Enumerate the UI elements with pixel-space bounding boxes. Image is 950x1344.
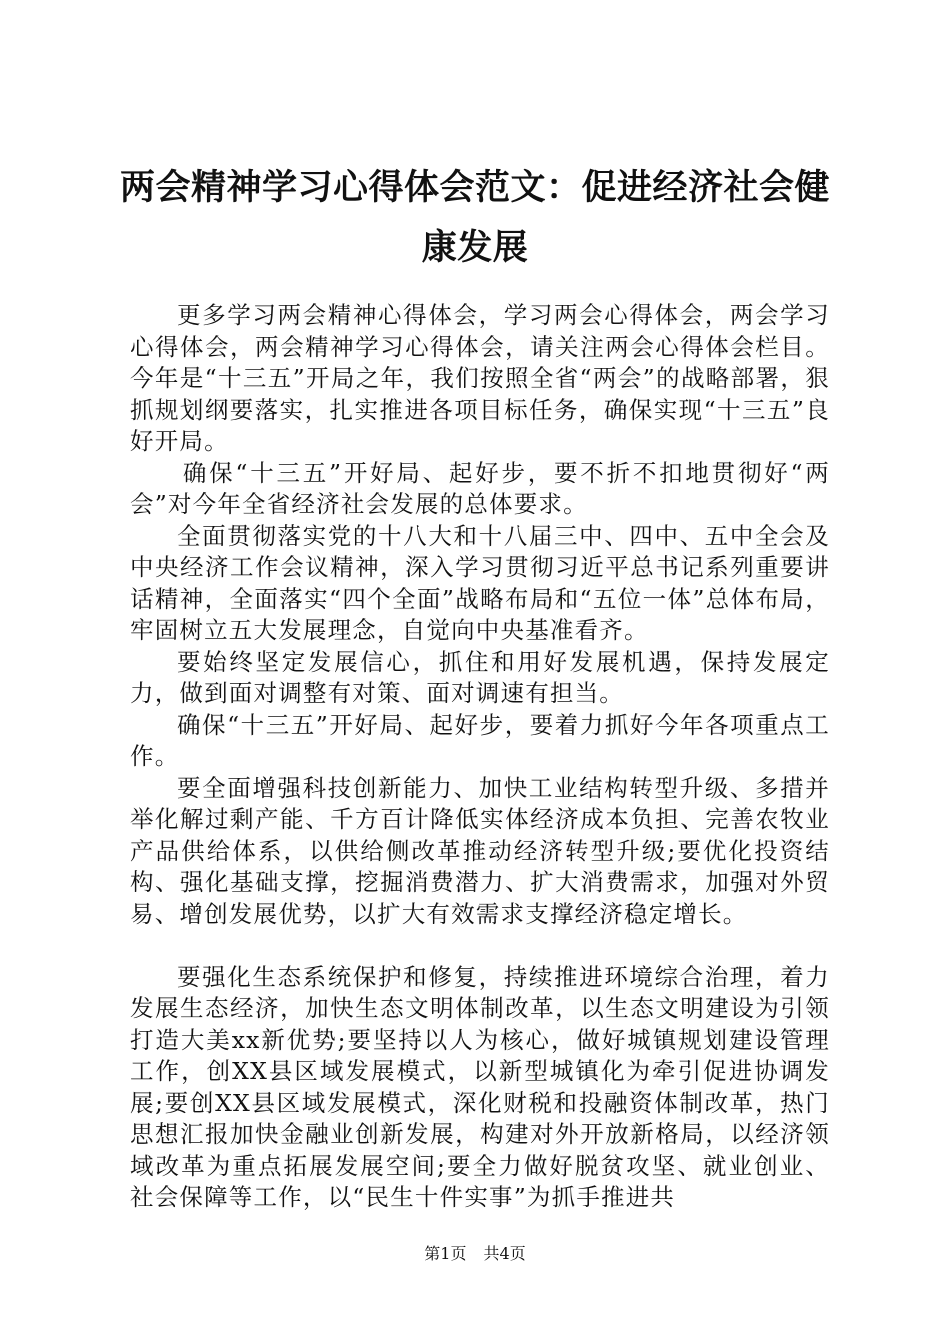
paragraph-7: 要强化生态系统保护和修复，持续推进环境综合治理，着力发展生态经济，加快生态文明体制改革，以生态文明建设为引领打造大美xx新优势;要坚持以人为核心，做好城镇规划建设管理工作，创XX县区域发展模式，以新型城镇化为牵引促进协调发展;要创XX县区域发展模式，深化财税和投融资体制改革，热门思想汇报加快金融业创新发展，构建对外开放新格局，以经济领域改革为重点拓展发展空间;要全力做好脱贫攻坚、就业创业、社会保障等工作，以“民生十件实事”为抓手推进共 xyxy=(130,962,830,1211)
paragraph-1: 更多学习两会精神心得体会，学习两会心得体会，两会学习心得体会，两会精神学习心得体会，请关注两会心得体会栏目。今年是“十三五”开局之年，我们按照全省“两会”的战略部署，狠抓规划纲要落实，扎实推进各项目标任务，确保实现“十三五”良好开局。 xyxy=(130,301,830,455)
paragraph-6: 要全面增强科技创新能力、加快工业结构转型升级、多措并举化解过剩产能、千方百计降低实体经济成本负担、完善农牧业产品供给体系，以供给侧改革推动经济转型升级;要优化投资结构、强化基础支撑，挖掘消费潜力、扩大消费需求，加强对外贸易、增创发展优势，以扩大有效需求支撑经济稳定增长。 xyxy=(130,773,830,928)
paragraph-2: 确保“十三五”开好局、起好步，要不折不扣地贯彻好“两会”对今年全省经济社会发展的总体要求。 xyxy=(130,458,830,518)
title-line-1: 两会精神学习心得体会范文：促进经济社会健 xyxy=(119,168,830,208)
paragraph-4: 要始终坚定发展信心，抓住和用好发展机遇，保持发展定力，做到面对调整有对策、面对调速有担当。 xyxy=(130,647,830,707)
document-body xyxy=(130,300,830,1214)
paragraph-5: 确保“十三五”开好局、起好步，要着力抓好今年各项重点工作。 xyxy=(130,710,830,770)
paragraph-3: 全面贯彻落实党的十八大和十八届三中、四中、五中全会及中央经济工作会议精神，深入学习贯彻习近平总书记系列重要讲话精神，全面落实“四个全面”战略布局和“五位一体”总体布局，牢固树立五大发展理念，自觉向中央基准看齐。 xyxy=(130,521,830,644)
page-number: 第1页 xyxy=(424,1244,467,1263)
page-footer xyxy=(0,1244,950,1264)
document-title xyxy=(110,158,840,278)
page-total: 共4页 xyxy=(483,1244,526,1263)
title-line-2: 康发展 xyxy=(421,228,529,268)
